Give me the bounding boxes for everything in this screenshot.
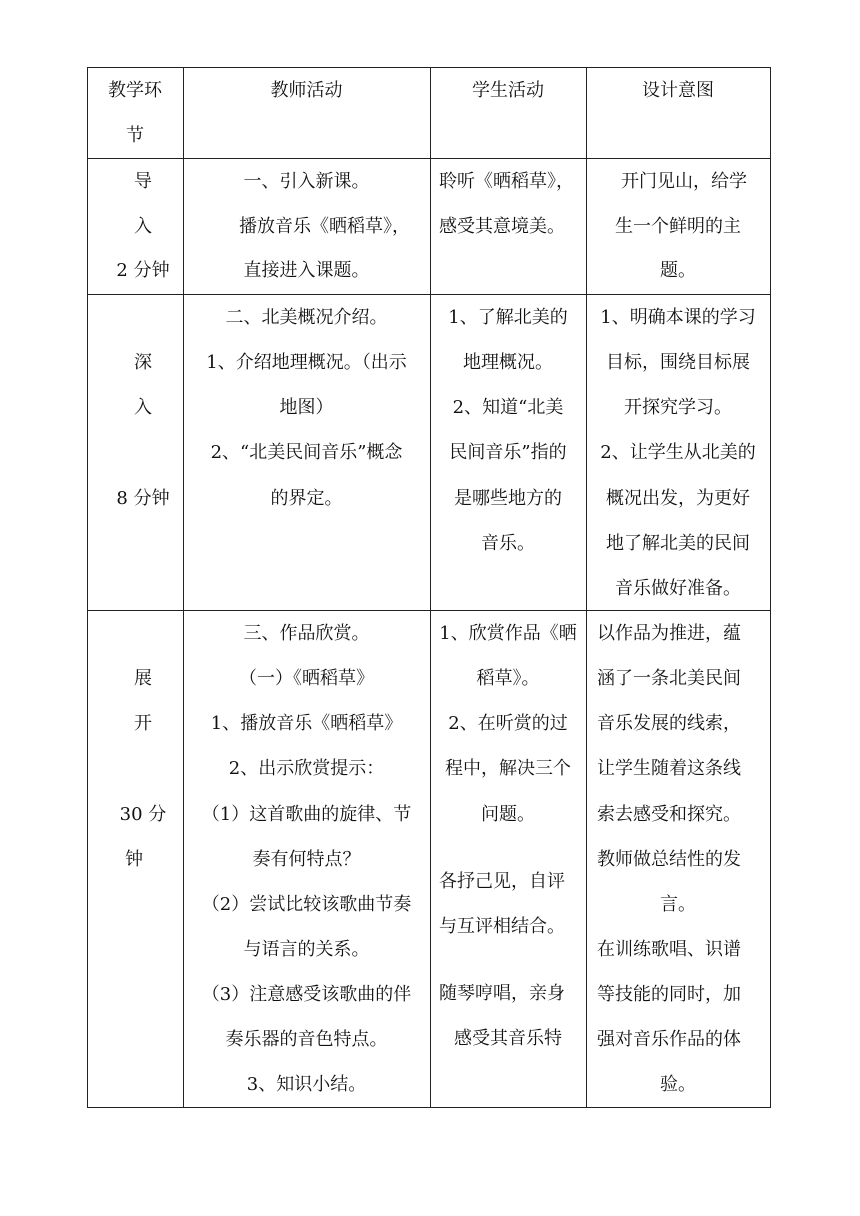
design-intent-line: 生一个鲜明的主: [615, 216, 741, 237]
design-intent-line: 音乐发展的线索，: [597, 713, 741, 734]
stage-label: 导: [134, 171, 152, 192]
student-activity-line: 程中，解决三个: [445, 758, 571, 779]
teacher-activity-line: （1）这首歌曲的旋律、节: [201, 804, 412, 825]
design-intent-line: 1、明确本课的学习: [600, 307, 756, 328]
teacher-activity-line: 2、“北美民间音乐”概念: [210, 442, 403, 463]
student-activity-line: 地理概况。: [463, 352, 553, 373]
student-activity-line: 聆听《晒稻草》，: [439, 171, 574, 192]
design-intent-line: 音乐做好准备。: [615, 578, 741, 599]
teacher-activity-line: 的界定。: [270, 488, 343, 509]
student-activity-line: 1、欣赏作品《晒: [439, 623, 577, 644]
header-stage-line-1: 教学环: [108, 80, 162, 101]
teacher-activity-line: 二、北美概况介绍。: [225, 307, 388, 328]
design-intent-line: 教师做总结性的发: [597, 849, 741, 870]
stage-label: 入: [134, 397, 152, 418]
student-activity-line: 1、了解北美的: [448, 307, 568, 328]
student-activity-line: 各抒己见，自评: [439, 871, 565, 892]
design-intent-line: 等技能的同时，加: [597, 984, 741, 1005]
stage-duration: 8 分钟: [116, 488, 170, 509]
design-intent-line: 让学生随着这条线: [597, 758, 741, 779]
teacher-activity-line: 2、出示欣赏提示：: [228, 758, 385, 779]
design-intent-line: 在训练歌唱、识谱: [597, 939, 741, 960]
teacher-activity-line: 三、作品欣赏。: [243, 623, 370, 644]
design-intent-line: 强对音乐作品的体: [597, 1029, 741, 1050]
student-activity-line: 问题。: [481, 804, 535, 825]
teacher-activity-line: 奏乐器的音色特点。: [225, 1029, 388, 1050]
design-intent-line: 开探究学习。: [624, 397, 732, 418]
teacher-activity-line: （一）《晒稻草》: [239, 668, 374, 689]
student-activity-line: 2、知道“北美: [452, 397, 564, 418]
design-intent-line: 题。: [660, 260, 696, 281]
design-intent-line: 2、让学生从北美的: [600, 442, 756, 463]
stage-duration: 2 分钟: [116, 260, 170, 281]
student-activity-line: 音乐。: [481, 533, 535, 554]
design-intent-line: 目标，围绕目标展: [606, 352, 750, 373]
student-activity-line: 民间音乐”指的: [449, 442, 567, 463]
teacher-activity-line: 1、介绍地理概况。（出示: [206, 352, 407, 373]
student-activity-line: 随琴哼唱，亲身: [439, 983, 565, 1004]
table-row: [87, 158, 771, 294]
student-activity-line: 稻草》。: [476, 668, 540, 689]
teacher-activity-line: 地图）: [279, 397, 334, 418]
stage-duration: 钟: [125, 849, 143, 870]
design-intent-line: 言。: [660, 894, 696, 915]
teacher-activity-line: 直接进入课题。: [243, 260, 370, 281]
student-activity-line: 是哪些地方的: [454, 488, 562, 509]
teacher-activity-line: 1、播放音乐《晒稻草》: [210, 713, 403, 734]
teacher-activity-line: 3、知识小结。: [246, 1074, 367, 1095]
student-activity-line: 感受其意境美。: [439, 216, 565, 237]
teacher-activity-line: （3）注意感受该歌曲的伴: [201, 984, 412, 1005]
stage-label: 入: [134, 216, 152, 237]
design-intent-line: 索去感受和探究。: [597, 804, 741, 825]
design-intent-line: 地了解北美的民间: [606, 533, 750, 554]
teacher-activity-line: 奏有何特点？: [252, 849, 361, 870]
table-row: [87, 294, 771, 610]
teacher-activity-line: 一、引入新课。: [243, 171, 370, 192]
table-row: [87, 610, 771, 1107]
design-intent-line: 开门见山，给学: [621, 171, 747, 192]
design-intent-line: 涵了一条北美民间: [597, 668, 741, 689]
teacher-activity-line: （2）尝试比较该歌曲节奏: [201, 894, 412, 915]
design-intent-line: 验。: [660, 1074, 696, 1095]
stage-label: 深: [134, 352, 152, 373]
design-intent-line: 以作品为推进，蕴: [597, 623, 741, 644]
header-student-activity: 学生活动: [472, 80, 544, 101]
design-intent-line: 概况出发，为更好: [606, 488, 750, 509]
lesson-plan-table: [87, 67, 771, 1108]
header-teacher-activity: 教师活动: [270, 80, 343, 101]
student-activity-line: 与互评相结合。: [439, 916, 565, 937]
stage-label: 展: [134, 668, 152, 689]
student-activity-line: 感受其音乐特: [454, 1028, 562, 1049]
stage-label: 开: [134, 713, 152, 734]
student-activity-line: 2、在听赏的过: [448, 713, 568, 734]
header-stage-line-2: 节: [126, 125, 144, 146]
header-design-intent: 设计意图: [642, 80, 714, 101]
table-border-bottom: [87, 1107, 771, 1108]
header-row: [87, 67, 771, 158]
teacher-activity-line: 与语言的关系。: [243, 939, 370, 960]
stage-duration: 30 分: [119, 804, 167, 825]
teacher-activity-line: 播放音乐《晒稻草》，: [239, 216, 410, 237]
